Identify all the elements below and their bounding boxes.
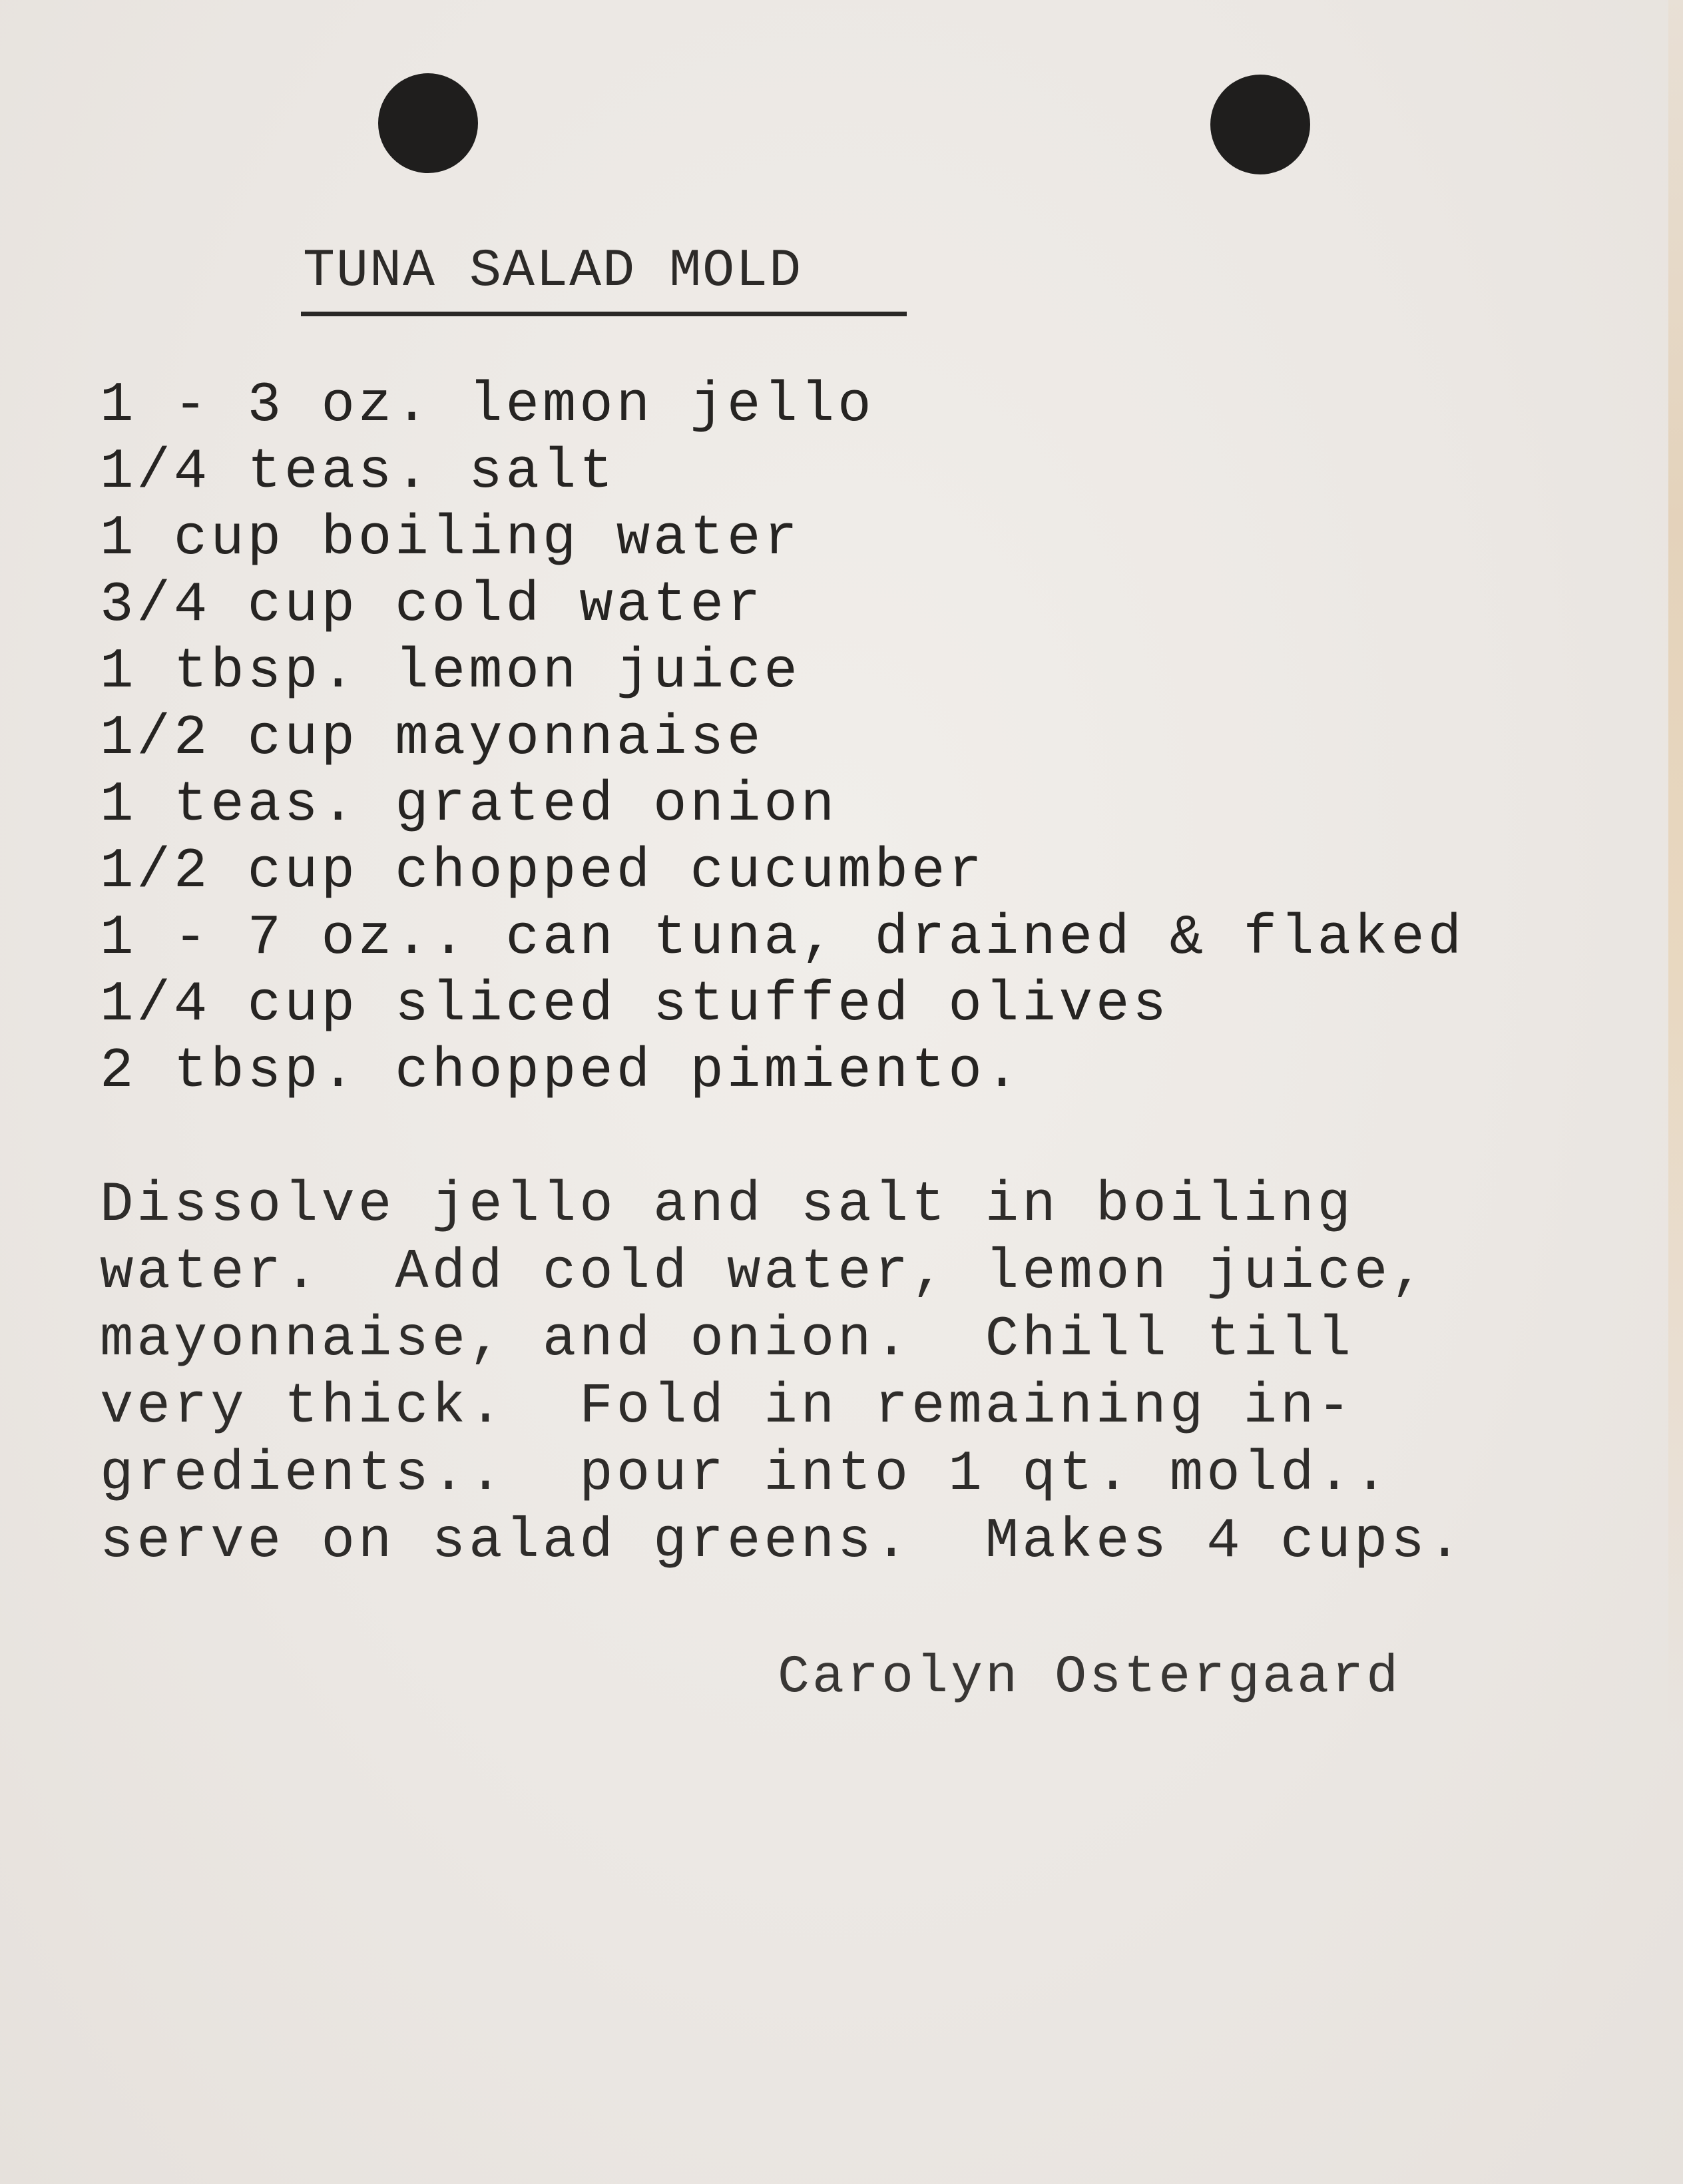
ingredient-item: 1 teas. grated onion [100, 774, 838, 837]
edge-stain [1668, 0, 1683, 1731]
recipe-title: TUNA SALAD MOLD [303, 241, 803, 302]
ingredient-item: 3/4 cup cold water [100, 574, 764, 637]
instruction-line: serve on salad greens. Makes 4 cups. [100, 1510, 1465, 1573]
ingredient-item: 1/4 cup sliced stuffed olives [100, 973, 1170, 1037]
instruction-line: water. Add cold water, lemon juice, [100, 1241, 1428, 1304]
instruction-line: Dissolve jello and salt in boiling [100, 1174, 1354, 1237]
ingredient-item: 1/2 cup mayonnaise [100, 707, 764, 770]
punch-hole-right [1210, 75, 1310, 174]
ingredient-item: 1/2 cup chopped cucumber [100, 840, 985, 904]
title-underline [301, 312, 907, 316]
ingredient-item: 1 tbsp. lemon juice [100, 641, 801, 704]
ingredient-item: 1 - 7 oz.. can tuna, drained & flaked [100, 907, 1465, 970]
ingredient-list [100, 373, 1465, 1105]
author-name: Carolyn Ostergaard [778, 1647, 1401, 1708]
ingredient-item: 2 tbsp. chopped pimiento. [100, 1040, 1023, 1103]
instruction-line: gredients.. pour into 1 qt. mold.. [100, 1443, 1391, 1506]
punch-hole-left [378, 73, 478, 173]
ingredient-item: 1/4 teas. salt [100, 441, 616, 504]
instructions-paragraph [100, 1172, 1465, 1575]
instruction-line: very thick. Fold in remaining in- [100, 1376, 1354, 1439]
ingredient-item: 1 - 3 oz. lemon jello [100, 374, 875, 437]
ingredient-item: 1 cup boiling water [100, 507, 801, 571]
instruction-line: mayonnaise, and onion. Chill till [100, 1308, 1354, 1372]
